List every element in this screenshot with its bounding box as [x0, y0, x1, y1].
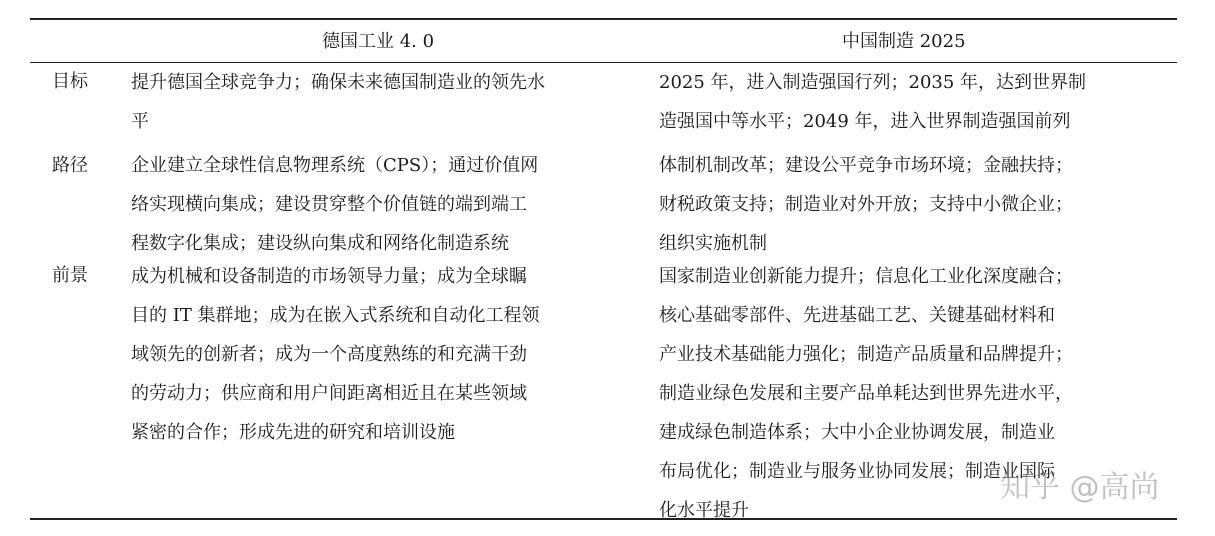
- cell-path-germany: 企业建立全球性信息物理系统（CPS）；通过价值网 络实现横向集成；建设贯穿整个价值链的端到端工 程数字化集成；建设纵向集成和网络化制造系统: [131, 155, 539, 254]
- table-top-rule: [30, 18, 1177, 20]
- header-germany: 德国工业 4. 0: [322, 31, 435, 52]
- header-china: 中国制造 2025: [842, 31, 966, 52]
- watermark: 知乎 @高尚: [1000, 470, 1160, 505]
- cell-goal-china: 2025 年，进入制造强国行列；2035 年，达到世界制 造强国中等水平；2049 年，进入世界制造强国前列: [659, 72, 1087, 132]
- cell-outlook-germany: 成为机械和设备制造的市场领导力量；成为全球瞩 目的 IT 集群地；成为在嵌入式系统和自动化工程领 域领先的创新者；成为一个高度熟练的和充满干劲 的劳动力；供应商和用户间距离相近且在某些领域 紧密的合作；形成先进的研究和培训设施: [131, 266, 540, 443]
- row-label-outlook: 前景: [52, 265, 88, 286]
- row-label-path: 路径: [52, 155, 88, 176]
- cell-path-china: 体制机制改革；建设公平竞争市场环境；金融扶持； 财税政策支持；制造业对外开放；支持中小微企业； 组织实施机制: [659, 155, 1073, 254]
- cell-goal-germany: 提升德国全球竞争力；确保未来德国制造业的领先水 平: [131, 72, 545, 132]
- row-label-goal: 目标: [52, 71, 88, 92]
- cell-outlook-china: 国家制造业创新能力提升；信息化工业化深度融合； 核心基础零部件、先进基础工艺、关键基础材料和 产业技术基础能力强化；制造产品质量和品牌提升； 制造业绿色发展和主要产品单耗达到世界先进水平， 建成绿色制造体系；大中小企业协调发展，制造业 布局优化；制造业与服务业协同发展；制造业国际 化水平提升: [659, 266, 1073, 521]
